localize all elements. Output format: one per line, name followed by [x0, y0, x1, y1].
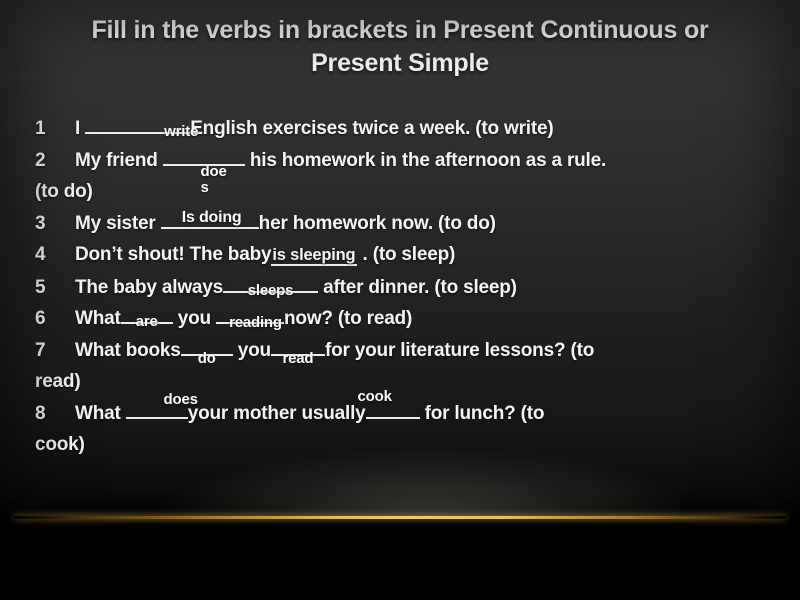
item-6-answer-2: reading [229, 314, 282, 331]
item-2-answer-part1: doe [200, 162, 227, 180]
item-8-answer-2: cook [357, 387, 392, 405]
gold-divider-line [14, 516, 786, 519]
item-7-answer-1: do [197, 349, 216, 367]
exercise-item-7 [35, 335, 776, 367]
item-2-text-after: his homework in the afternoon as a rule. [249, 149, 607, 171]
exercise-item-2-wrap [35, 176, 776, 208]
item-6-text: What [75, 308, 121, 329]
item-7-text: What books [75, 339, 181, 361]
item-1-text: I [75, 118, 81, 139]
item-5-answer: sleeps [247, 281, 294, 299]
item-2-number: 2 [35, 149, 46, 171]
exercise-item-8 [35, 387, 776, 430]
item-2-text: My friend [75, 149, 158, 171]
item-5-blank [223, 272, 318, 299]
item-8-blank-2 [357, 387, 420, 419]
exercise-item-6 [35, 303, 776, 335]
item-2-blank [163, 145, 245, 196]
item-3-number: 3 [35, 212, 46, 234]
item-6-text-middle: you [177, 308, 211, 329]
item-1-blank [85, 113, 199, 140]
item-7-blank-2 [271, 335, 325, 367]
item-1-text-after: English exercises twice a week. (to write) [190, 118, 554, 139]
exercise-list [35, 113, 776, 461]
item-5-text-after: after dinner. (to sleep) [323, 276, 517, 298]
item-5-text: The baby always [75, 276, 224, 298]
item-4-text-after: . (to sleep) [362, 244, 456, 265]
item-2-answer [201, 164, 227, 196]
exercise-item-4 [35, 239, 776, 272]
item-6-blank-2 [216, 303, 284, 331]
item-4-text: Don’t shout! The baby [75, 244, 272, 265]
item-7-number: 7 [35, 339, 46, 361]
item-8-number: 8 [35, 402, 46, 424]
exercise-item-3 [35, 208, 776, 240]
exercise-item-7-wrap [35, 366, 776, 398]
item-5-number: 5 [35, 276, 46, 298]
item-4-answer: is sleeping [272, 246, 356, 264]
item-3-text: My sister [75, 212, 156, 234]
item-6-number: 6 [35, 308, 46, 329]
item-1-number: 1 [35, 118, 46, 139]
item-7-text-after: for your literature lessons? (to [324, 339, 595, 361]
item-8-text: What [75, 402, 121, 424]
item-8-text-wrapped: cook) [35, 434, 85, 455]
item-4-number: 4 [35, 244, 46, 265]
exercise-item-5 [35, 272, 776, 304]
item-3-answer: Is doing [181, 208, 242, 226]
item-3-text-after: her homework now. (to do) [258, 212, 496, 234]
item-8-answer-1: does [163, 390, 198, 408]
item-7-answer-2: read [282, 349, 314, 367]
item-2-text-wrapped: (to do) [35, 181, 93, 202]
slide-title [20, 14, 780, 80]
item-7-blank-1 [181, 335, 233, 367]
item-8-text-after: for lunch? (to [424, 402, 545, 424]
item-8-text-middle: your mother usually [187, 402, 366, 424]
item-1-answer: write [164, 123, 199, 140]
item-6-text-after: now? (to read) [284, 308, 413, 329]
item-6-blank-1 [121, 303, 173, 330]
item-6-answer-1: are [135, 313, 158, 330]
exercise-item-8-wrap [35, 429, 776, 461]
item-8-blank-1 [126, 390, 198, 419]
slide-title-line2: Present Simple [311, 49, 489, 77]
exercise-item-1 [35, 113, 776, 145]
slide-title-line1: Fill in the verbs in brackets in Present Continuous or [91, 16, 709, 44]
item-2-answer-part2: s [200, 178, 209, 196]
item-7-text-wrapped: read) [35, 371, 81, 392]
item-3-blank [161, 208, 259, 229]
item-7-text-middle: you [237, 339, 271, 361]
